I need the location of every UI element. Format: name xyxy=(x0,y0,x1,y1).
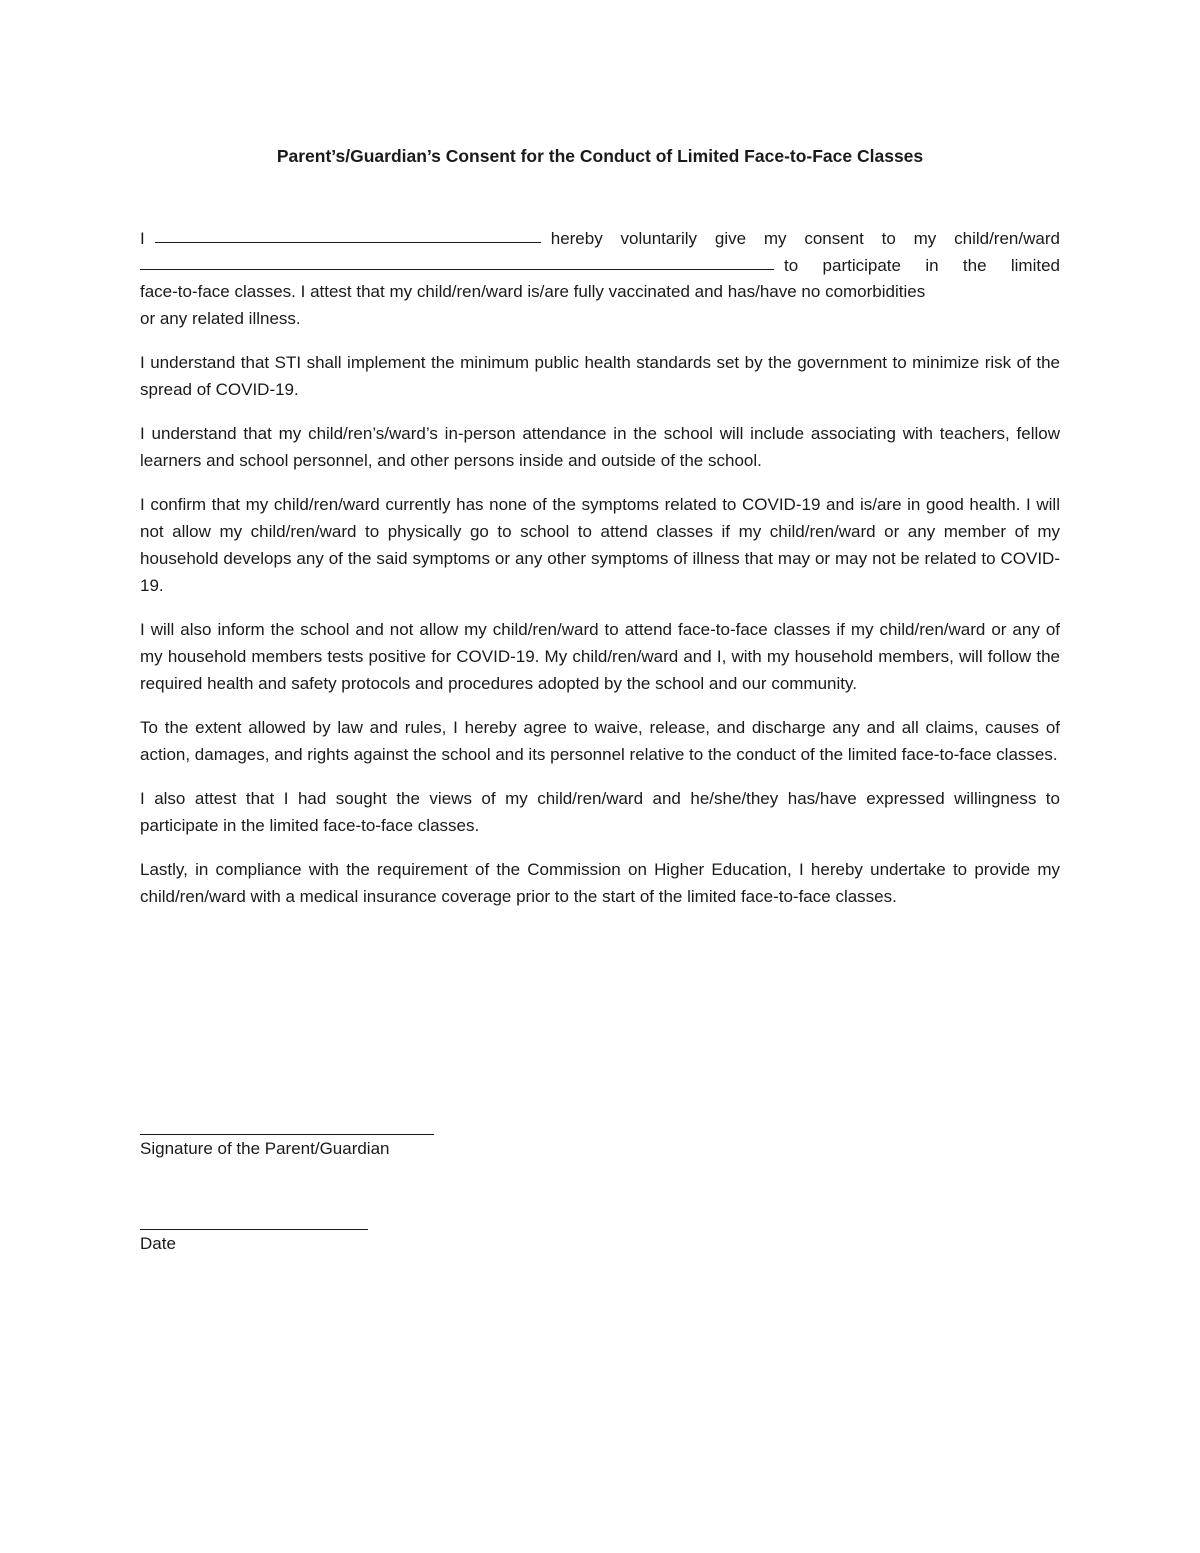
document-title: Parent’s/Guardian’s Consent for the Conduct of Limited Face-to-Face Classes xyxy=(276,146,924,166)
consent-line-1-words xyxy=(551,225,1060,252)
consent-pronoun: I xyxy=(140,229,145,248)
consent-line-3 xyxy=(140,278,1060,305)
consent-word: to xyxy=(784,256,799,275)
consent-word: my xyxy=(763,229,787,248)
consent-word: limited xyxy=(1010,256,1060,275)
consent-word: participate xyxy=(822,256,901,275)
signature-line[interactable] xyxy=(140,1134,434,1135)
signature-block xyxy=(140,1134,434,1159)
paragraph-attendance: I understand that my child/ren’s/ward’s in-person attendance in the school will include associating with teachers, fellow learners and school personnel, and other persons inside and outside of the school. xyxy=(140,424,1060,470)
signature-label: Signature of the Parent/Guardian xyxy=(140,1139,390,1158)
document-body xyxy=(140,224,1060,927)
consent-tail-line-1: face-to-face classes. I attest that my child/ren/ward is/are fully vaccinated and has/have no comorbidities xyxy=(140,282,926,301)
consent-word: the xyxy=(962,256,987,275)
consent-word: child/ren/ward xyxy=(954,229,1060,248)
date-line[interactable] xyxy=(140,1229,368,1230)
paragraph-willingness: I also attest that I had sought the views of my child/ren/ward and he/she/they has/have expressed willingness to participate in the limited face-to-face classes. xyxy=(140,789,1060,835)
date-label: Date xyxy=(140,1234,176,1253)
paragraph-insurance: Lastly, in compliance with the requirement of the Commission on Higher Education, I hereby undertake to provide my child/ren/ward with a medical insurance coverage prior to the start of the limited face-to-face classes. xyxy=(140,860,1060,906)
consent-line-2-words xyxy=(784,252,1060,279)
consent-line-1 xyxy=(140,224,1060,251)
parent-name-blank[interactable] xyxy=(155,223,541,243)
child-name-blank[interactable] xyxy=(140,250,774,270)
paragraph-inform-school: I will also inform the school and not allow my child/ren/ward to attend face-to-face classes if my child/ren/ward or any of my household members tests positive for COVID-19. My child/ren/ward and I, with my household members, will follow the required health and safety protocols and procedures adopted by the school and our community. xyxy=(140,620,1060,693)
paragraph-waiver: To the extent allowed by law and rules, I hereby agree to waive, release, and discharge any and all claims, causes of action, damages, and rights against the school and its personnel relative to the conduct of the limited face-to-face classes. xyxy=(140,718,1060,764)
consent-word: give xyxy=(714,229,747,248)
consent-word: my xyxy=(913,229,937,248)
consent-line-2 xyxy=(140,251,1060,278)
consent-word: voluntarily xyxy=(620,229,698,248)
consent-word: hereby xyxy=(550,229,603,248)
consent-word: to xyxy=(881,229,896,248)
paragraph-health-standards: I understand that STI shall implement the minimum public health standards set by the government to minimize risk of the spread of COVID-19. xyxy=(140,353,1060,399)
consent-word: in xyxy=(925,256,939,275)
paragraph-symptoms: I confirm that my child/ren/ward currently has none of the symptoms related to COVID-19 and is/are in good health. I will not allow my child/ren/ward to physically go to school to attend classes if my child/ren/ward or any member of my household develops any of the said symptoms or any other symptoms of illness that may or may not be related to COVID-19. xyxy=(140,495,1060,595)
date-block xyxy=(140,1229,368,1254)
consent-tail-line-2: or any related illness. xyxy=(140,309,301,328)
consent-word: consent xyxy=(804,229,864,248)
